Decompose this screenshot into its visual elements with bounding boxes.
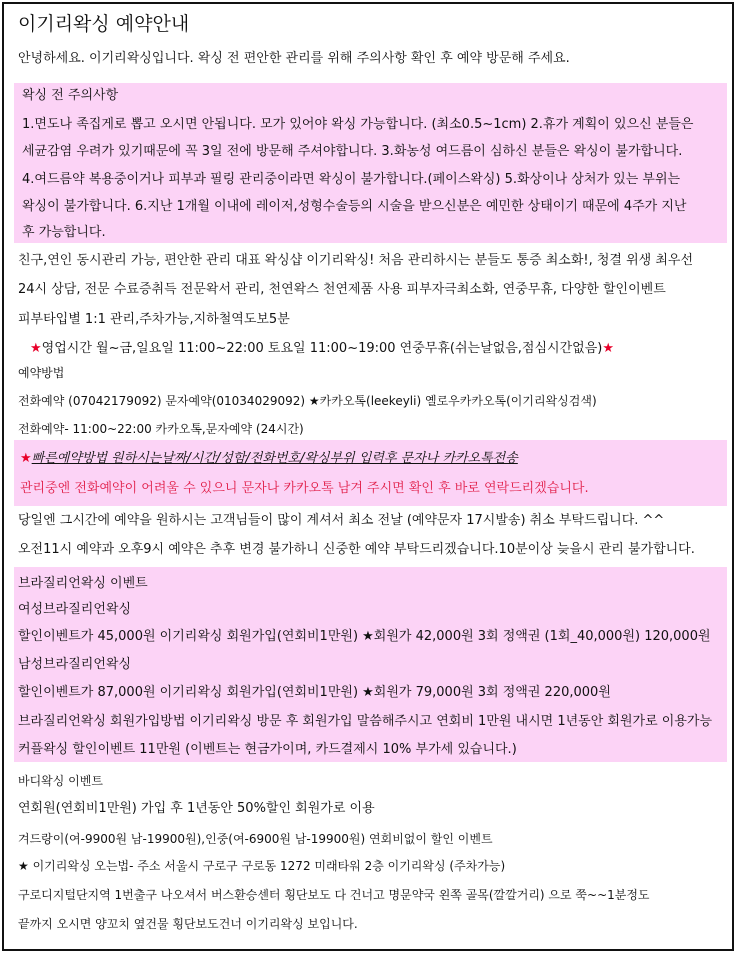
about-line: 친구,연인 동시관리 가능, 편안한 관리 대표 왁싱샵 이기리왁싱! 처음 관리하시는 분들도 통증 최소화!, 청결 위생 최우선 [18,253,694,268]
booking-hours: 전화예약- 11:00~22:00 카카오톡,문자예약 (24시간) [18,422,304,436]
body-wax-heading: 바디왁싱 이벤트 [18,774,103,788]
female-wax-title: 여성브라질리언왁싱 [18,602,132,617]
male-wax-title: 남성브라질리언왁싱 [18,657,132,672]
quick-booking [20,450,518,468]
about-line: 24시 상담, 전문 수료증취득 전문왁서 관리, 천연왁스 천연제품 사용 피부자극최소화, 연중무휴, 다양한 할인이벤트 [18,282,666,297]
male-wax-price: 할인이벤트가 87,000원 이기리왁싱 회원가입(연회비1만원) ★회원가 79,000원 3회 정액권 220,000원 [18,685,611,700]
booking-heading: 예약방법 [18,366,65,380]
directions-line: 끝까지 오시면 양꼬치 옆건물 횡단보도건너 이기리왁싱 보입니다. [18,917,358,931]
intro-text: 안녕하세요. 이기리왁싱입니다. 왁싱 전 편안한 관리를 위해 주의사항 확인 후 예약 방문해 주세요. [18,51,570,66]
precaution-line: 후 가능합니다. [22,225,106,240]
star-icon: ★ [20,451,32,466]
precautions-highlight [14,83,727,243]
precaution-line: 세균감염 우려가 있기때문에 꼭 3일 전에 방문해 주셔야합니다. 3.화농성 여드름이 심하신 분들은 왁싱이 불가합니다. [22,144,683,159]
booking-contacts: 전화예약 (07042179092) 문자예약(01034029092) [18,394,306,408]
quick-booking-note: 관리중엔 전화예약이 어려울 수 있으니 문자나 카카오톡 남겨 주시면 확인 후 바로 연락드리겠습니다. [20,481,589,496]
female-wax-price: 할인이벤트가 45,000원 이기리왁싱 회원가입(연회비1만원) ★회원가 42,000원 3회 정액권 (1회_40,000원) 120,000원 [18,629,711,644]
about-line: 피부타입별 1:1 관리,주차가능,지하철역도보5분 [18,312,290,327]
booking-kakao: 카카오톡(leekeyli) 옐로우카카오톡(이기리왁싱검색) [319,394,597,408]
star-icon: ★ [308,394,320,408]
page-title: 이기리왁싱 예약안내 [18,13,190,35]
couple-wax-event: 커플왁싱 할인이벤트 11만원 (이벤트는 현금가이며, 카드결제시 10% 부가세 있습니다.) [18,742,517,757]
precautions-heading: 왁싱 전 주의사항 [22,88,119,103]
precaution-line: 왁싱이 불가합니다. 6.지난 1개월 이내에 레이저,성형수술등의 시술을 받으신분은 예민한 상태이기 때문에 4주가 지난 [22,199,687,214]
star-icon: ★ [30,341,42,356]
body-wax-line: 겨드랑이(여-9900원 남-19900원),인중(여-6900원 남-19900원) 연회비없이 할인 이벤트 [18,832,493,846]
star-icon: ★ [602,341,614,356]
precaution-line: 4.여드름약 복용중이거나 피부과 필링 관리중이라면 왁싱이 불가합니다.(페이스왁싱) 5.화상이나 상처가 있는 부위는 [22,172,681,187]
membership-info: 브라질리언왁싱 회원가입방법 이기리왁싱 방문 후 회원가입 말씀해주시고 연회비 1만원 내시면 1년동안 회원가로 이용가능 [18,714,713,729]
directions-address: ★ 이기리왁싱 오는법- 주소 서울시 구로구 구로동 1272 미래타워 2층 이기리왁싱 (주차가능) [18,859,506,873]
directions-line: 구로디지털단지역 1번출구 나오셔서 버스환승센터 횡단보도 다 건너고 명문약국 왼쪽 골목(깔깔거리) 으로 쭉~~1분정도 [18,888,650,902]
quick-booking-text: 빠른예약방법 원하시는날짜/시간/성함/전화번호/왁싱부위 입력후 문자나 카카오톡전송 [31,451,518,466]
brazilian-heading: 브라질리언왁싱 이벤트 [18,576,148,591]
notice-line: 당일엔 그시간에 예약을 원하시는 고객님들이 많이 계셔서 최소 전날 (예약문자 17시발송) 취소 부탁드립니다. ^^ [18,513,665,528]
body-wax-line: 연회원(연회비1만원) 가입 후 1년동안 50%할인 회원가로 이용 [18,801,375,816]
booking-line [18,392,597,410]
notice-line: 오전11시 예약과 오후9시 예약은 추후 변경 불가하니 신중한 예약 부탁드리겠습니다.10분이상 늦을시 관리 불가합니다. [18,542,695,557]
precaution-line: 1.면도나 족집게로 뽑고 오시면 안됩니다. 모가 있어야 왁싱 가능합니다. (최소0.5~1cm) 2.휴가 계획이 있으신 분들은 [22,117,694,132]
business-hours-text: 영업시간 월~금,일요일 11:00~22:00 토요일 11:00~19:00 연중무휴(쉬는날없음,점심시간없음) [41,341,603,356]
business-hours [30,340,614,358]
